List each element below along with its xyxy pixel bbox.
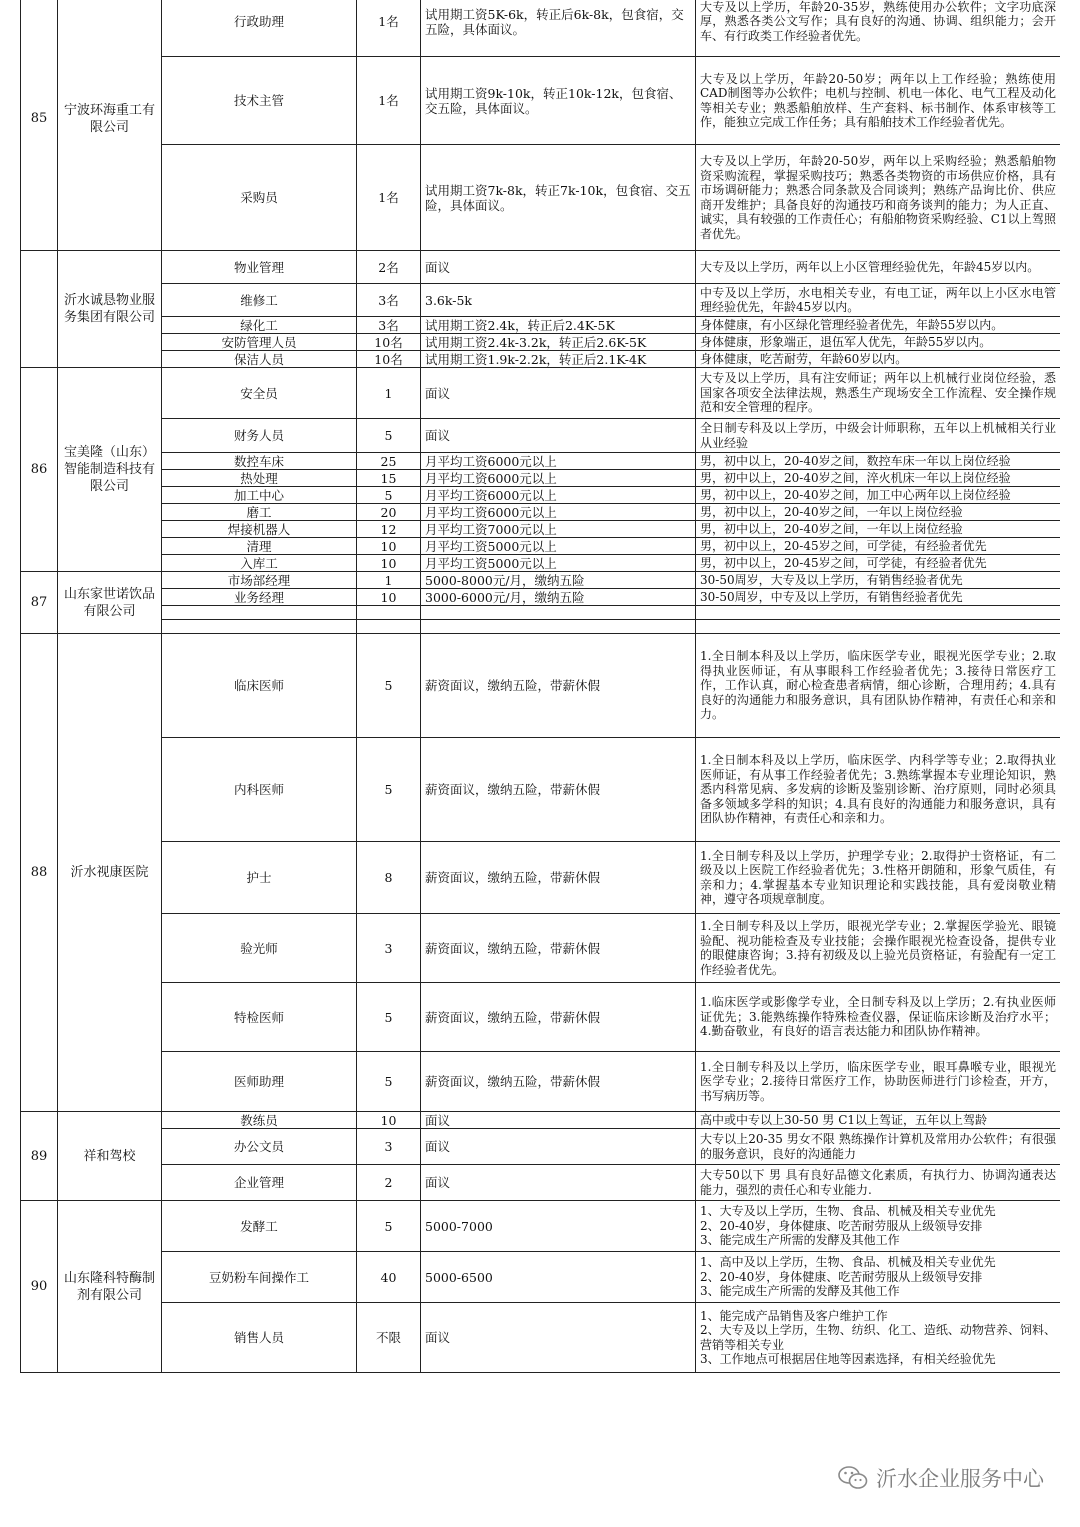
job-requirements: 中专及以上学历，水电相关专业，有电工证，两年以上小区水电管理经验优先，年龄45岁以内。: [696, 284, 1061, 317]
company-name: 山东隆科特酶制剂有限公司: [58, 1201, 162, 1373]
table-row: [21, 1112, 1061, 1129]
job-requirements: 高中或中专以上30-50 男 C1以上驾证，五年以上驾龄: [696, 1112, 1061, 1129]
job-title: 临床医师: [162, 634, 357, 738]
table-row: [21, 470, 1061, 487]
job-requirements: 大专50以下 男 具有良好品德文化素质，有执行力、协调沟通表达能力，强烈的责任心和专业能力.: [696, 1165, 1061, 1201]
job-requirements: 男，初中以上，20-45岁之间，可学徒，有经验者优先: [696, 555, 1061, 572]
table-row: [21, 983, 1061, 1052]
company-name: 山东家世诺饮品有限公司: [58, 572, 162, 634]
job-pay: 月平均工资7000元以上: [421, 521, 696, 538]
job-pay: 试用期工资2.4k-3.2k，转正后2.6K-5K: [421, 334, 696, 351]
table-row: [21, 317, 1061, 334]
job-pay: 3.6k-5k: [421, 284, 696, 317]
job-count: 10: [357, 1112, 421, 1129]
table-row: [21, 1052, 1061, 1112]
job-requirements: 30-50周岁，大专及以上学历，有销售经验者优先: [696, 572, 1061, 589]
job-requirements: 全日制专科及以上学历，中级会计师职称，五年以上机械相关行业从业经验: [696, 419, 1061, 453]
company-name: 祥和驾校: [58, 1112, 162, 1201]
table-row: [21, 145, 1061, 251]
job-pay: 面议: [421, 1165, 696, 1201]
job-pay: 薪资面议，缴纳五险，带薪休假: [421, 983, 696, 1052]
job-title: 物业管理: [162, 251, 357, 284]
job-title: 内科医师: [162, 738, 357, 842]
table-row: [21, 1165, 1061, 1201]
job-requirements: 1.全日制本科及以上学历，临床医学专业，眼视光医学专业；2.取得执业医师证，有从事眼科工作经验者优先；3.接待日常医疗工作，工作认真，耐心检查患者病情，细心诊断，合理用药；4.具有良好的沟通能力和服务意识，具有团队协作精神，有责任心和亲和力。: [696, 634, 1061, 738]
job-requirements: 1、能完成产品销售及客户维护工作 2、大专及以上学历，生物、纺织、化工、造纸、动物营养、饲料、营销等相关专业 3、工作地点可根据居住地等因素选择，有相关经验优先: [696, 1303, 1061, 1373]
job-title: 市场部经理: [162, 572, 357, 589]
company-name: 沂水视康医院: [58, 634, 162, 1112]
job-count: 25: [357, 453, 421, 470]
job-count: 3: [357, 1129, 421, 1165]
job-requirements: 大专及以上学历，年龄20-50岁；两年以上工作经验；熟练使用CAD制图等办公软件；电机与控制、机电一体化、电气工程及动化等相关专业；熟悉船舶放样、生产套料、标书制作、体系审核等工作，能独立完成工作任务；具有船舶技术工作经验者优先。: [696, 57, 1061, 145]
job-pay: 面议: [421, 368, 696, 419]
table-row: [21, 634, 1061, 738]
job-title: 办公文员: [162, 1129, 357, 1165]
company-name: 宝美隆（山东）智能制造科技有限公司: [58, 368, 162, 572]
job-count: [357, 620, 421, 634]
job-title: [162, 620, 357, 634]
job-title: 销售人员: [162, 1303, 357, 1373]
job-pay: 试用期工资2.4k，转正后2.4K-5K: [421, 317, 696, 334]
job-requirements: 30-50周岁，中专及以上学历，有销售经验者优先: [696, 589, 1061, 606]
job-count: 40: [357, 1252, 421, 1303]
job-requirements: 大专及以上学历，年龄20-35岁，熟练使用办公软件；文字功底深厚，熟悉各类公文写作；具有良好的沟通、协调、组织能力；会开车、有行政类工作经验者优先。: [696, 0, 1061, 57]
table-row: [21, 251, 1061, 284]
job-count: 10: [357, 589, 421, 606]
job-count: 10名: [357, 351, 421, 368]
job-title: 特检医师: [162, 983, 357, 1052]
job-title: 发酵工: [162, 1201, 357, 1252]
job-count: 5: [357, 983, 421, 1052]
table-row: [21, 334, 1061, 351]
job-title: 数控车床: [162, 453, 357, 470]
job-requirements: 身体健康，吃苦耐劳，年龄60岁以内。: [696, 351, 1061, 368]
table-row: [21, 453, 1061, 470]
company-number: 86: [21, 368, 58, 572]
job-title: 维修工: [162, 284, 357, 317]
company-number: 90: [21, 1201, 58, 1373]
job-count: 5: [357, 738, 421, 842]
job-requirements: 身体健康，有小区绿化管理经验者优先，年龄55岁以内。: [696, 317, 1061, 334]
job-pay: 5000-8000元/月，缴纳五险: [421, 572, 696, 589]
job-title: 教练员: [162, 1112, 357, 1129]
table-row: [21, 1252, 1061, 1303]
job-pay: 月平均工资6000元以上: [421, 453, 696, 470]
job-count: 1: [357, 368, 421, 419]
job-title: 保洁人员: [162, 351, 357, 368]
company-number: 87: [21, 572, 58, 634]
job-title: 行政助理: [162, 0, 357, 57]
job-pay: 5000-6500: [421, 1252, 696, 1303]
job-count: 1名: [357, 57, 421, 145]
job-pay: 面议: [421, 1112, 696, 1129]
job-count: 5: [357, 487, 421, 504]
job-title: 绿化工: [162, 317, 357, 334]
job-count: 8: [357, 842, 421, 914]
table-row: [21, 284, 1061, 317]
job-count: 1名: [357, 0, 421, 57]
job-title: 磨工: [162, 504, 357, 521]
job-requirements: 大专及以上学历，年龄20-50岁，两年以上采购经验；熟悉船舶物资采购流程，掌握采购技巧；熟悉各类物资的市场供应价格，具有市场调研能力；熟悉合同条款及合同谈判；熟练产品询比价、供应商开发维护；具备良好的沟通技巧和商务谈判的能力；为人正直、诚实，具有较强的工作责任心；有船舶物资采购经验、C1以上驾照者优先。: [696, 145, 1061, 251]
job-requirements: [696, 606, 1061, 620]
table-row: [21, 1129, 1061, 1165]
job-count: 10: [357, 538, 421, 555]
jobs-table: [20, 0, 1060, 1373]
table-row: [21, 620, 1061, 634]
company-number: 89: [21, 1112, 58, 1201]
job-title: 豆奶粉车间操作工: [162, 1252, 357, 1303]
job-pay: 面议: [421, 419, 696, 453]
table-row: [21, 606, 1061, 620]
job-pay: 月平均工资6000元以上: [421, 487, 696, 504]
table-row: [21, 0, 1061, 57]
job-title: 清理: [162, 538, 357, 555]
job-requirements: 1.全日制专科及以上学历，临床医学专业，眼耳鼻喉专业，眼视光医学专业；2.接待日常医疗工作，协助医师进行门诊检查，开方，书写病历等。: [696, 1052, 1061, 1112]
job-pay: 月平均工资6000元以上: [421, 504, 696, 521]
job-title: 入库工: [162, 555, 357, 572]
job-pay: 薪资面议，缴纳五险，带薪休假: [421, 914, 696, 983]
job-count: 1: [357, 572, 421, 589]
job-count: 不限: [357, 1303, 421, 1373]
job-count: 10名: [357, 334, 421, 351]
job-pay: 面议: [421, 1129, 696, 1165]
table-row: [21, 555, 1061, 572]
job-requirements: 身体健康，形象端正，退伍军人优先，年龄55岁以内。: [696, 334, 1061, 351]
job-count: 1名: [357, 145, 421, 251]
job-count: 3名: [357, 284, 421, 317]
job-title: 焊接机器人: [162, 521, 357, 538]
job-pay: 试用期工资5K-6k，转正后6k-8k，包食宿，交五险，具体面议。: [421, 0, 696, 57]
table-row: [21, 487, 1061, 504]
table-row: [21, 572, 1061, 589]
table-row: [21, 538, 1061, 555]
job-pay: [421, 620, 696, 634]
company-name: 宁波环海重工有限公司: [58, 0, 162, 251]
job-requirements: 1.全日制本科及以上学历，临床医学、内科学等专业；2.取得执业医师证，有从事工作经验者优先；3.熟练掌握本专业理论知识，熟悉内科常见病、多发病的诊断及鉴别诊断、治疗原则，同时必须具备多领域多学科的知识；4.具有良好的沟通能力和服务意识，具有团队协作精神，有责任心和亲和力。: [696, 738, 1061, 842]
job-title: 业务经理: [162, 589, 357, 606]
job-title: [162, 606, 357, 620]
job-count: 20: [357, 504, 421, 521]
job-count: 5: [357, 419, 421, 453]
company-number: 85: [21, 0, 58, 251]
job-count: 10: [357, 555, 421, 572]
job-count: [357, 606, 421, 620]
job-count: 2: [357, 1165, 421, 1201]
job-pay: 薪资面议，缴纳五险，带薪休假: [421, 1052, 696, 1112]
job-count: 5: [357, 1052, 421, 1112]
table-row: [21, 351, 1061, 368]
job-pay: [421, 606, 696, 620]
job-count: 3: [357, 914, 421, 983]
table-row: [21, 368, 1061, 419]
company-number: 88: [21, 634, 58, 1112]
job-requirements: [696, 620, 1061, 634]
table-row: [21, 504, 1061, 521]
table-row: [21, 738, 1061, 842]
job-pay: 3000-6000元/月，缴纳五险: [421, 589, 696, 606]
company-number: [21, 251, 58, 368]
job-pay: 试用期工资7k-8k，转正7k-10k，包食宿、交五险，具体面议。: [421, 145, 696, 251]
job-requirements: 男，初中以上，20-40岁之间，一年以上岗位经验: [696, 504, 1061, 521]
job-count: 15: [357, 470, 421, 487]
job-pay: 薪资面议，缴纳五险，带薪休假: [421, 738, 696, 842]
job-title: 采购员: [162, 145, 357, 251]
job-requirements: 男，初中以上，20-40岁之间，加工中心两年以上岗位经验: [696, 487, 1061, 504]
job-title: 验光师: [162, 914, 357, 983]
job-requirements: 男，初中以上，20-40岁之间，数控车床一年以上岗位经验: [696, 453, 1061, 470]
job-requirements: 男，初中以上，20-40岁之间，淬火机床一年以上岗位经验: [696, 470, 1061, 487]
job-count: 5: [357, 1201, 421, 1252]
job-requirements: 大专以上20-35 男女不限 熟练操作计算机及常用办公软件；有很强的服务意识，良好的沟通能力: [696, 1129, 1061, 1165]
job-title: 财务人员: [162, 419, 357, 453]
job-title: 安防管理人员: [162, 334, 357, 351]
job-title: 安全员: [162, 368, 357, 419]
job-requirements: 1.全日制专科及以上学历，护理学专业；2.取得护士资格证，有二级及以上医院工作经验者优先；3.性格开朗随和，形象气质佳，有亲和力；4.掌握基本专业知识理论和实践技能，具有爱岗敬业精神，遵守各项规章制度。: [696, 842, 1061, 914]
job-requirements: 男，初中以上，20-45岁之间，可学徒，有经验者优先: [696, 538, 1061, 555]
watermark-text: 沂水企业服务中心: [876, 1467, 1044, 1491]
job-requirements: 1.全日制专科及以上学历，眼视光学专业；2.掌握医学验光、眼镜验配、视功能检查及专业技能；会操作眼视光检查设备，提供专业的眼健康咨询；3.持有初级及以上验光员资格证，有验配有一定工作经验者优先。: [696, 914, 1061, 983]
wechat-icon: [838, 1465, 868, 1491]
job-title: 热处理: [162, 470, 357, 487]
job-pay: 5000-7000: [421, 1201, 696, 1252]
table-row: [21, 1201, 1061, 1252]
job-pay: 薪资面议，缴纳五险，带薪休假: [421, 842, 696, 914]
job-requirements: 大专及以上学历，具有注安师证；两年以上机械行业岗位经验，悉国家各项安全法律法规，熟悉生产现场安全工作流程、安全操作规范和安全管理的程序。: [696, 368, 1061, 419]
job-pay: 试用期工资1.9k-2.2k，转正后2.1K-4K: [421, 351, 696, 368]
job-requirements: 男，初中以上，20-40岁之间，一年以上岗位经验: [696, 521, 1061, 538]
job-title: 企业管理: [162, 1165, 357, 1201]
table-row: [21, 914, 1061, 983]
company-name: 沂水诚恳物业服务集团有限公司: [58, 251, 162, 368]
job-pay: 月平均工资6000元以上: [421, 470, 696, 487]
job-pay: 试用期工资9k-10k，转正10k-12k，包食宿、交五险，具体面议。: [421, 57, 696, 145]
job-title: 护士: [162, 842, 357, 914]
job-pay: 面议: [421, 1303, 696, 1373]
table-row: [21, 1303, 1061, 1373]
recruitment-sheet: [20, 0, 1060, 1387]
job-requirements: 1、高中及以上学历，生物、食品、机械及相关专业优先 2、20-40岁，身体健康、吃苦耐劳服从上级领导安排 3、能完成生产所需的发酵及其他工作: [696, 1252, 1061, 1303]
job-pay: 月平均工资5000元以上: [421, 555, 696, 572]
job-pay: 面议: [421, 251, 696, 284]
table-row: [21, 419, 1061, 453]
table-row: [21, 521, 1061, 538]
table-row: [21, 589, 1061, 606]
watermark: [838, 1463, 1044, 1493]
job-pay: 薪资面议，缴纳五险，带薪休假: [421, 634, 696, 738]
table-row: [21, 57, 1061, 145]
job-count: 12: [357, 521, 421, 538]
job-requirements: 1、大专及以上学历，生物、食品、机械及相关专业优先 2、20-40岁，身体健康、吃苦耐劳服从上级领导安排 3、能完成生产所需的发酵及其他工作: [696, 1201, 1061, 1252]
job-count: 3名: [357, 317, 421, 334]
job-count: 5: [357, 634, 421, 738]
job-title: 医师助理: [162, 1052, 357, 1112]
job-pay: 月平均工资5000元以上: [421, 538, 696, 555]
job-count: 2名: [357, 251, 421, 284]
job-title: 技术主管: [162, 57, 357, 145]
job-requirements: 1.临床医学或影像学专业，全日制专科及以上学历；2.有执业医师证优先；3.能熟练操作特殊检查仪器，保证临床诊断及治疗水平；4.勤奋敬业，有良好的语言表达能力和团队协作精神。: [696, 983, 1061, 1052]
job-title: 加工中心: [162, 487, 357, 504]
table-row: [21, 842, 1061, 914]
job-requirements: 大专及以上学历，两年以上小区管理经验优先，年龄45岁以内。: [696, 251, 1061, 284]
